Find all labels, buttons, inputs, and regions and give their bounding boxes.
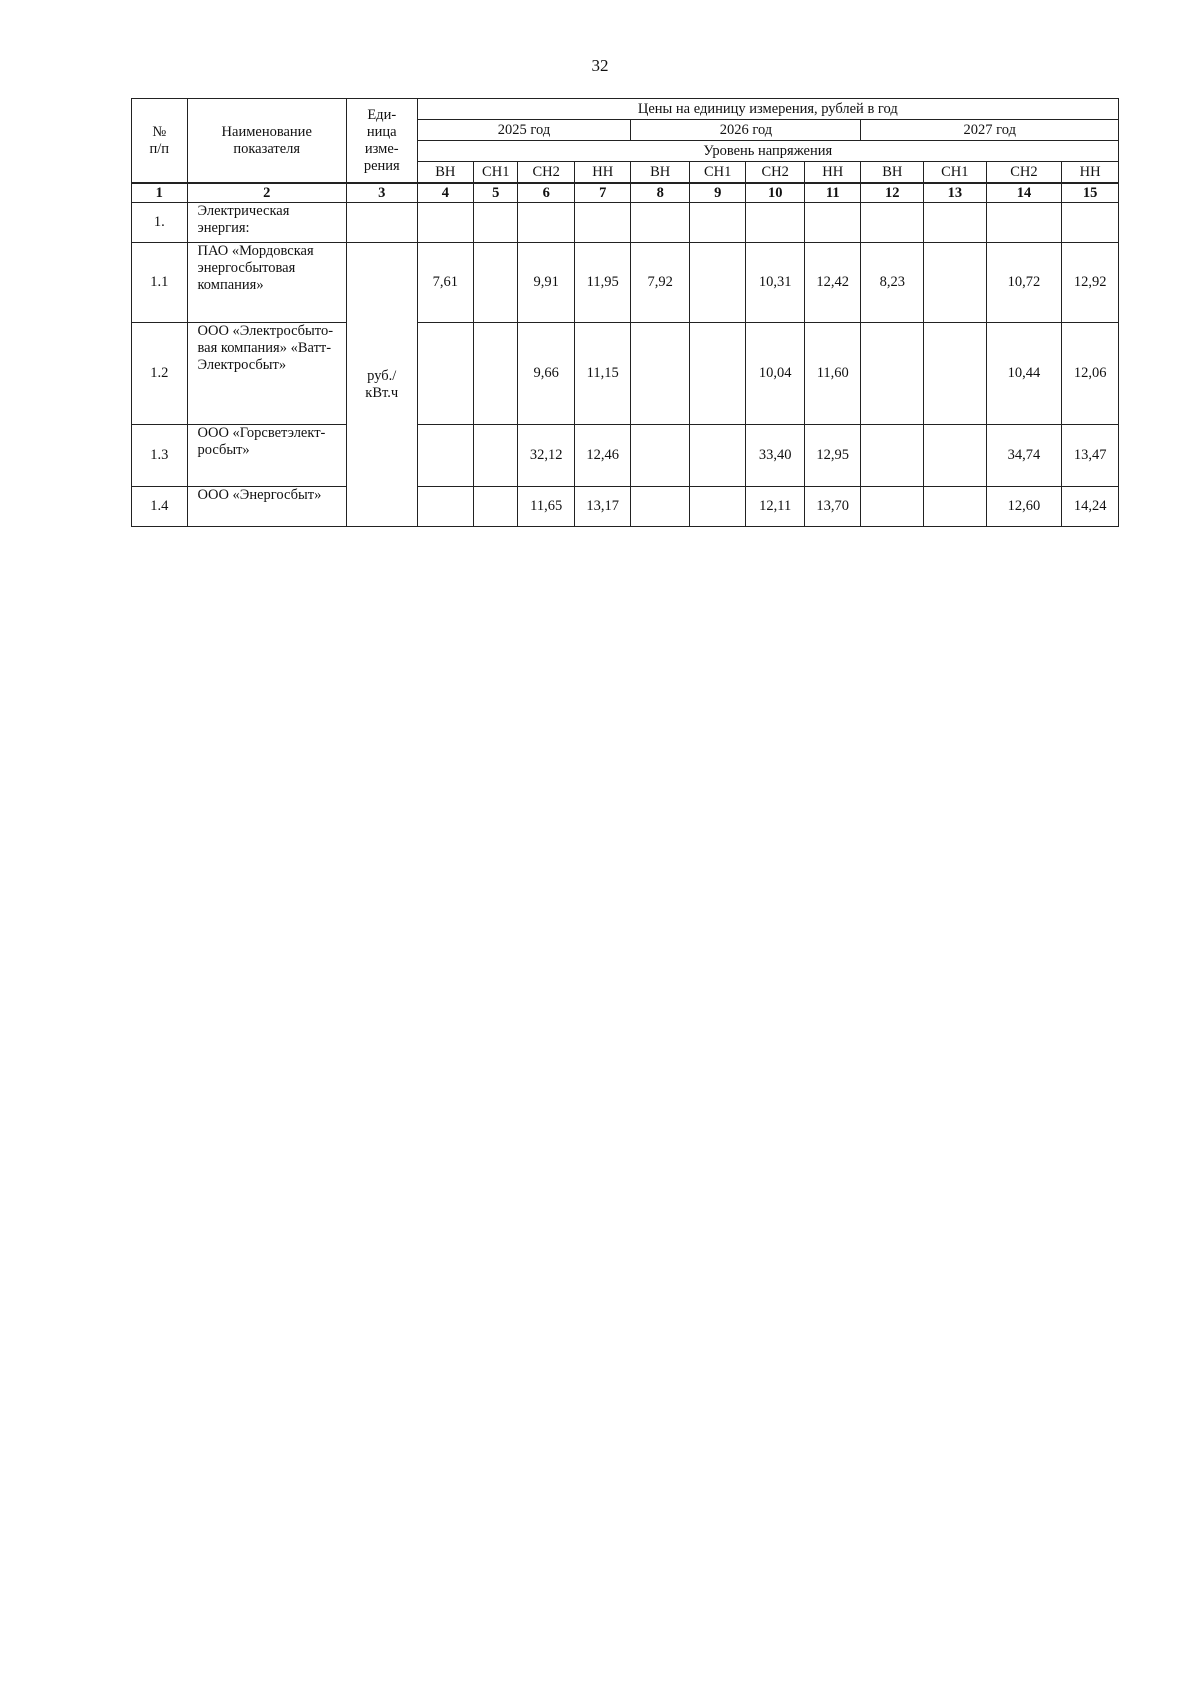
header-voltage-level: СН1 (689, 162, 746, 184)
column-number: 6 (518, 183, 575, 203)
page-number: 32 (591, 56, 609, 75)
cell-value: 11,95 (574, 243, 631, 323)
column-number: 3 (346, 183, 417, 203)
cell-value (1062, 203, 1119, 243)
cell-value (861, 425, 924, 487)
header-voltage-level: СН1 (474, 162, 518, 184)
header-voltage-level: СН2 (986, 162, 1062, 184)
cell-value (861, 203, 924, 243)
header-year-2025: 2025 год (417, 120, 631, 141)
row-index: 1.1 (132, 243, 188, 323)
cell-value (417, 487, 474, 527)
cell-value (689, 323, 746, 425)
header-year-2027: 2027 год (861, 120, 1119, 141)
cell-value: 13,17 (574, 487, 631, 527)
cell-value: 9,91 (518, 243, 575, 323)
cell-value (474, 323, 518, 425)
header-voltage-title: Уровень напряжения (417, 141, 1118, 162)
cell-value (417, 425, 474, 487)
header-voltage-level: НН (1062, 162, 1119, 184)
cell-value: 9,66 (518, 323, 575, 425)
column-number: 5 (474, 183, 518, 203)
cell-value: 12,95 (804, 425, 861, 487)
cell-value: 10,04 (746, 323, 805, 425)
cell-value (746, 203, 805, 243)
cell-value (924, 425, 987, 487)
cell-value: 10,72 (986, 243, 1062, 323)
cell-value: 34,74 (986, 425, 1062, 487)
header-voltage-level: НН (574, 162, 631, 184)
table-row (132, 203, 1119, 243)
row-index: 1.3 (132, 425, 188, 487)
cell-value (417, 323, 474, 425)
cell-value: 11,65 (518, 487, 575, 527)
header-name: Наименование показателя (187, 99, 346, 184)
cell-value: 7,92 (631, 243, 690, 323)
cell-value (689, 487, 746, 527)
cell-value: 32,12 (518, 425, 575, 487)
price-table (131, 98, 1119, 527)
header-num: № п/п (132, 99, 188, 184)
column-number: 7 (574, 183, 631, 203)
row-unit-empty (346, 203, 417, 243)
header-voltage-level: ВН (417, 162, 474, 184)
header-voltage-level: СН2 (518, 162, 575, 184)
cell-value (804, 203, 861, 243)
column-number: 2 (187, 183, 346, 203)
cell-value (861, 323, 924, 425)
table-row (132, 323, 1119, 425)
column-number: 12 (861, 183, 924, 203)
row-name: Электрическая энергия: (187, 203, 346, 243)
column-number-row (132, 183, 1119, 203)
cell-value (631, 487, 690, 527)
cell-value: 11,15 (574, 323, 631, 425)
cell-value: 7,61 (417, 243, 474, 323)
price-table-container (131, 98, 1119, 527)
cell-value (417, 203, 474, 243)
cell-value: 14,24 (1062, 487, 1119, 527)
header-year-2026: 2026 год (631, 120, 861, 141)
cell-value (474, 425, 518, 487)
cell-value (474, 487, 518, 527)
header-voltage-level: ВН (861, 162, 924, 184)
cell-value (924, 243, 987, 323)
header-unit: Еди-ница изме-рения (346, 99, 417, 184)
cell-value: 10,31 (746, 243, 805, 323)
cell-value: 12,42 (804, 243, 861, 323)
cell-value (689, 203, 746, 243)
header-voltage-level: СН2 (746, 162, 805, 184)
cell-value: 13,70 (804, 487, 861, 527)
unit-cell: руб./ кВт.ч (346, 243, 417, 527)
column-number: 11 (804, 183, 861, 203)
row-name: ООО «Электросбыто-вая компания» «Ватт-Электросбыт» (187, 323, 346, 425)
row-name: ООО «Энергосбыт» (187, 487, 346, 527)
cell-value: 12,60 (986, 487, 1062, 527)
cell-value (986, 203, 1062, 243)
cell-value: 8,23 (861, 243, 924, 323)
cell-value (689, 425, 746, 487)
column-number: 14 (986, 183, 1062, 203)
cell-value: 13,47 (1062, 425, 1119, 487)
cell-value: 12,11 (746, 487, 805, 527)
table-row (132, 243, 1119, 323)
header-prices-title: Цены на единицу измерения, рублей в год (417, 99, 1118, 120)
table-row (132, 425, 1119, 487)
row-name: ПАО «Мордовская энергосбытовая компания» (187, 243, 346, 323)
cell-value: 10,44 (986, 323, 1062, 425)
cell-value (924, 487, 987, 527)
column-number: 8 (631, 183, 690, 203)
cell-value: 33,40 (746, 425, 805, 487)
row-index: 1.2 (132, 323, 188, 425)
column-number: 1 (132, 183, 188, 203)
cell-value (689, 243, 746, 323)
cell-value (924, 323, 987, 425)
cell-value (574, 203, 631, 243)
cell-value (631, 203, 690, 243)
cell-value (861, 487, 924, 527)
row-index: 1.4 (132, 487, 188, 527)
cell-value: 12,46 (574, 425, 631, 487)
row-index: 1. (132, 203, 188, 243)
cell-value: 12,92 (1062, 243, 1119, 323)
table-row (132, 487, 1119, 527)
cell-value (474, 243, 518, 323)
header-voltage-level: НН (804, 162, 861, 184)
column-number: 15 (1062, 183, 1119, 203)
cell-value (518, 203, 575, 243)
row-name: ООО «Горсветэлект-росбыт» (187, 425, 346, 487)
cell-value (474, 203, 518, 243)
column-number: 13 (924, 183, 987, 203)
column-number: 9 (689, 183, 746, 203)
cell-value: 11,60 (804, 323, 861, 425)
cell-value (631, 425, 690, 487)
header-voltage-level: СН1 (924, 162, 987, 184)
cell-value (631, 323, 690, 425)
header-voltage-level: ВН (631, 162, 690, 184)
cell-value (924, 203, 987, 243)
column-number: 10 (746, 183, 805, 203)
cell-value: 12,06 (1062, 323, 1119, 425)
column-number: 4 (417, 183, 474, 203)
